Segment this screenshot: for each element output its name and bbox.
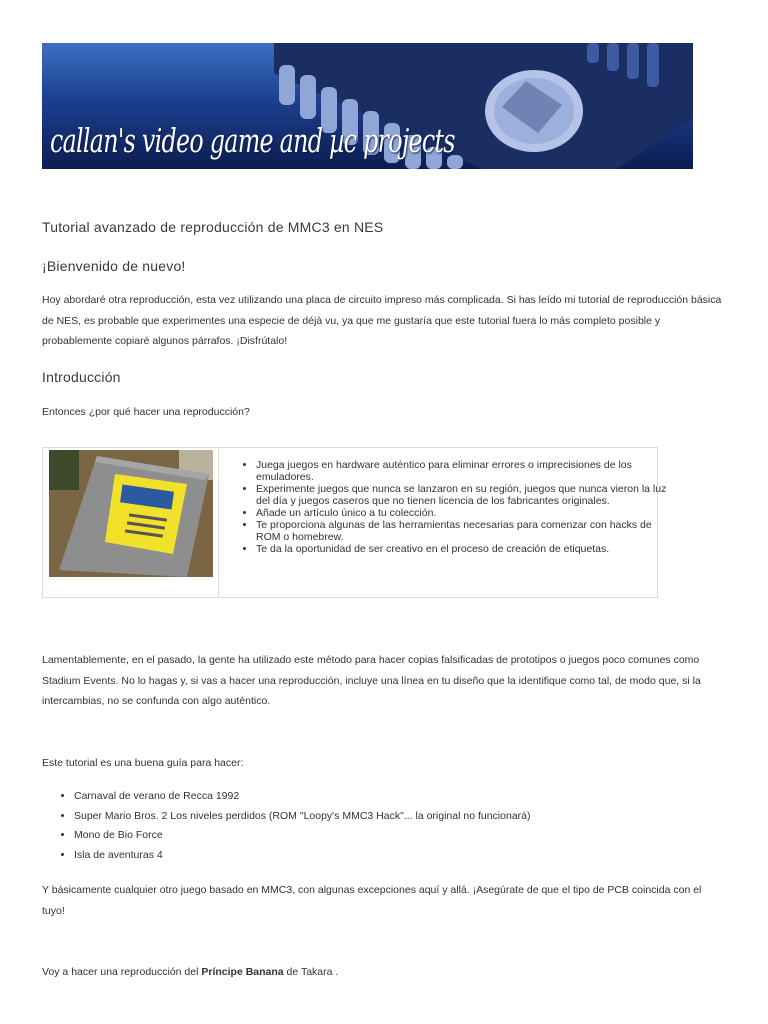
reason-item: • Juega juegos en hardware auténtico para eliminar errores o imprecisiones de los emuladores. [256,459,676,483]
site-banner[interactable] [42,43,693,169]
game-item: • Mono de Bio Force [74,826,531,846]
game-item: • Super Mario Bros. 2 Los niveles perdidos (ROM "Loopy's MMC3 Hack"... la original no funcionará) [74,807,531,827]
final-paragraph [42,962,722,983]
cartridge-photo [49,450,213,577]
reasons-list [239,459,676,555]
reason-item: • Experimente juegos que nunca se lanzaron en su región, juegos que nunca vieron la luz del día y juegos caseros que no tienen licencia de los fabricantes originales. [256,483,676,507]
game-item: • Isla de aventuras 4 [74,846,531,866]
intro-paragraph: Hoy abordaré otra reproducción, esta vez utilizando una placa de circuito impreso más complicada. Si has leído mi tutorial de reproducción básica de NES, es probable que experimentes una especie de déjà vu, ya que me gustaría que este tutorial fuera lo más completo posible y probablemente copiaré algunos párrafos. ¡Disfrútalo! [42,294,722,347]
guide-intro: Este tutorial es una buena guía para hacer: [42,757,244,769]
basically-paragraph: Y básicamente cualquier otro juego basado en MMC3, con algunas excepciones aquí y allá. ¡Asegúrate de que el tipo de PCB coincida con el tuyo! [42,884,702,917]
final-suffix: de Takara . [283,966,339,978]
game-item: • Carnaval de verano de Recca 1992 [74,787,531,807]
final-prefix: Voy a hacer una reproducción del [42,966,202,978]
intro-heading: Introducción [42,369,121,385]
reason-item: • Te da la oportunidad de ser creativo en el proceso de creación de etiquetas. [256,543,676,555]
warning-paragraph: Lamentablemente, en el pasado, la gente ha utilizado este método para hacer copias falsificadas de prototipos o juegos poco comunes como Stadium Events. No lo hagas y, si vas a hacer una reproducción, incluye una línea en tu diseño que la identifique como tal, de modo que, si la intercambias, no se confunda con algo auténtico. [42,654,701,707]
why-question: Entonces ¿por qué hacer una reproducción? [42,406,250,418]
table-divider [218,448,219,597]
welcome-heading: ¡Bienvenido de nuevo! [42,258,186,274]
game-name-link[interactable]: Príncipe Banana [201,966,284,978]
reason-item: • Te proporciona algunas de las herramientas necesarias para comenzar con hacks de ROM o homebrew. [256,519,676,543]
reasons-table [42,447,667,598]
games-list [42,787,531,866]
article-title: Tutorial avanzado de reproducción de MMC3 en NES [42,219,384,235]
reason-item: • Añade un artículo único a tu colección. [256,507,676,519]
banner-title: callan's video game and µc projects [50,121,455,160]
